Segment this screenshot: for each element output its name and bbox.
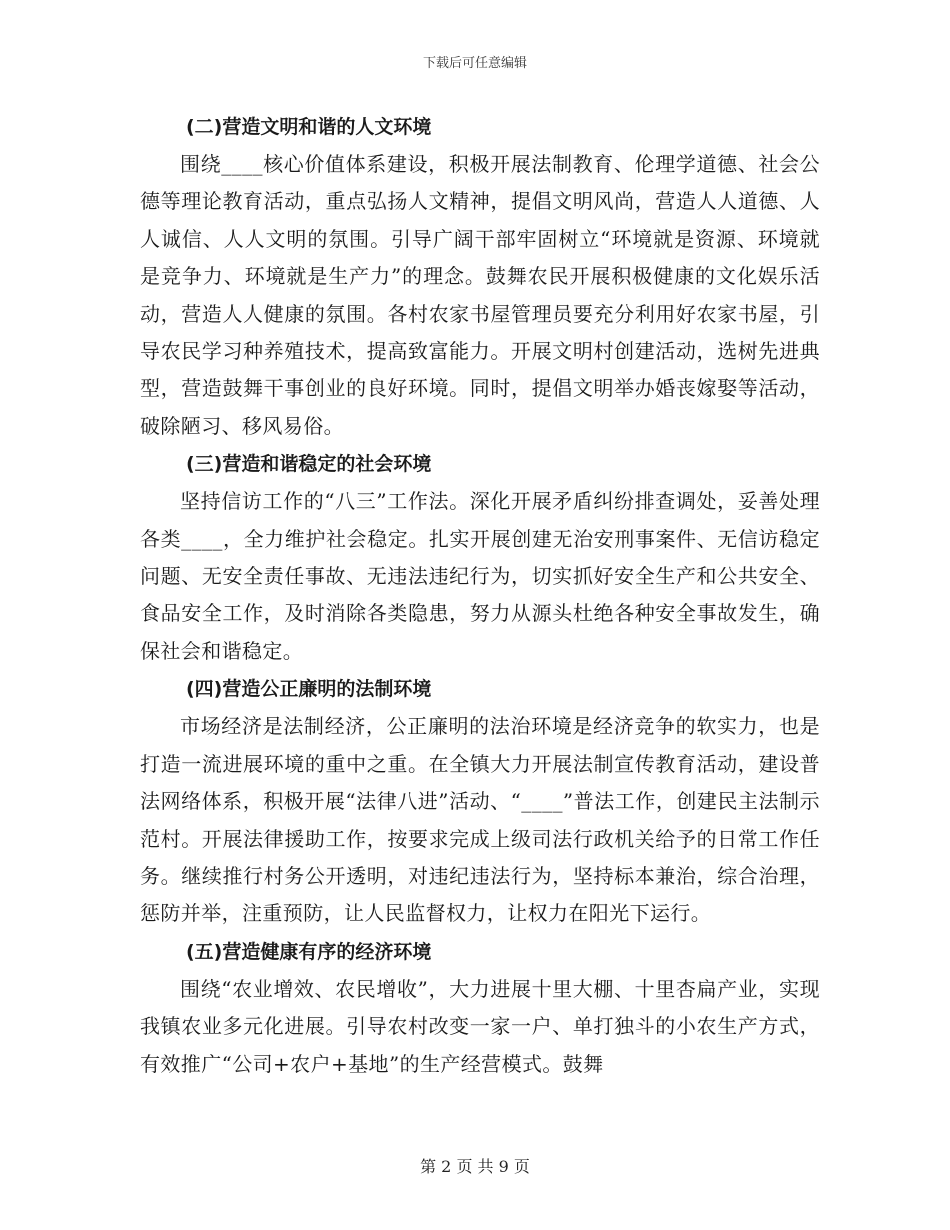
section-paragraph: 市场经济是法制经济，公正廉明的法治环境是经济竞争的软实力，也是打造一流进展环境的重中之重。在全镇大力开展法制宣传教育活动，建设普法网络体系，积极开展“法律八进”活动、“____”普法工作，创建民主法制示范村。开展法律援助工作，按要求完成上级司法行政机关给予的日常工作任务。继续推行村务公开透明，对违纪违法行为，坚持标本兼治，综合治理，惩防并举，注重预防，让人民监督权力，让权力在阳光下运行。	[140, 714, 820, 926]
section-heading: (二)营造文明和谐的人文环境	[186, 116, 432, 138]
section-paragraph: 坚持信访工作的“八三”工作法。深化开展矛盾纠纷排查调处，妥善处理各类____，全力维护社会稳定。扎实开展创建无治安刑事案件、无信访稳定问题、无安全责任事故、无违法违纪行为，切实抓好安全生产和公共安全、食品安全工作，及时消除各类隐患，努力从源头杜绝各种安全事故发生，确保社会和谐稳定。	[140, 489, 820, 663]
document-body	[140, 108, 820, 1083]
section-heading: (四)营造公正廉明的法制环境	[186, 678, 432, 701]
page-header: 下载后可任意编辑	[422, 56, 527, 71]
section-paragraph: 围绕____核心价值体系建设，积极开展法制教育、伦理学道德、社会公德等理论教育活动，重点弘扬人文精神，提倡文明风尚，营造人人道德、人人诚信、人人文明的氛围。引导广阔干部牢固树立“环境就是资源、环境就是竞争力、环境就是生产力”的理念。鼓舞农民开展积极健康的文化娱乐活动，营造人人健康的氛围。各村农家书屋管理员要充分利用好农家书屋，引导农民学习种养殖技术，提高致富能力。开展文明村创建活动，选树先进典型，营造鼓舞干事创业的良好环境。同时，提倡文明举办婚丧嫁娶等活动，破除陋习、移风易俗。	[140, 152, 820, 438]
section-heading: (五)营造健康有序的经济环境	[186, 940, 432, 963]
page-number: 第 2 页 共 9 页	[420, 1157, 530, 1176]
section-heading: (三)营造和谐稳定的社会环境	[186, 453, 432, 476]
section-paragraph: 围绕“农业增效、农民增收”，大力进展十里大棚、十里杏扁产业，实现我镇农业多元化进展。引导农村改变一家一户、单打独斗的小农生产方式，有效推广“公司+农户+基地”的生产经营模式。鼓舞	[140, 976, 820, 1076]
